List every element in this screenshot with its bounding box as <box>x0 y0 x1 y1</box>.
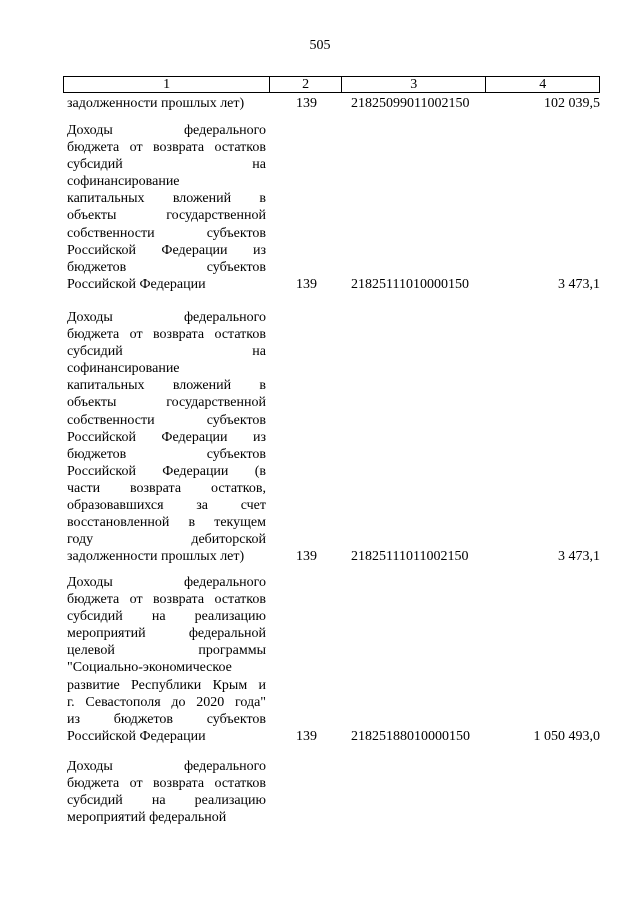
description-line: субсидий на реализацию <box>67 609 266 625</box>
header-col-2: 2 <box>270 77 342 92</box>
description-line: Российской Федерации <box>67 728 206 744</box>
budget-code: 21825188010000150 <box>351 728 470 744</box>
description-line: софинансирование <box>67 361 180 377</box>
description-line: Доходы федерального <box>67 310 266 325</box>
description-line: собственности субъектов <box>67 225 266 241</box>
budget-code: 21825099011002150 <box>351 96 470 111</box>
description-line: объекты государственной <box>67 395 266 411</box>
description-line: г. Севастополя до 2020 года" <box>67 694 266 710</box>
admin-code: 139 <box>296 728 317 744</box>
description-line: Российской Федерации <box>67 276 206 292</box>
admin-code: 139 <box>296 549 317 565</box>
description-line: Доходы федерального <box>67 123 266 138</box>
description-line: восстановленной в текущем <box>67 515 266 531</box>
description-line: капитальных вложений в <box>67 378 266 394</box>
row-description <box>67 95 266 112</box>
row-description <box>67 122 266 293</box>
description-line: мероприятий федеральной <box>67 626 266 642</box>
description-line: целевой программы <box>67 643 266 659</box>
admin-code: 139 <box>296 276 317 292</box>
description-line: задолженности прошлых лет) <box>67 96 245 111</box>
header-col-4: 4 <box>539 77 547 92</box>
description-line: собственности субъектов <box>67 412 266 428</box>
description-line: Доходы федерального <box>67 575 266 590</box>
description-line: бюджетов субъектов <box>67 259 266 275</box>
header-col-3: 3 <box>342 77 486 92</box>
description-line: Российской Федерации из <box>67 242 266 258</box>
description-line: бюджета от возврата остатков <box>67 327 266 343</box>
admin-code: 139 <box>296 96 317 111</box>
amount-value: 3 473,1 <box>558 276 600 292</box>
description-line: из бюджетов субъектов <box>67 711 266 727</box>
description-line: мероприятий федеральной <box>67 810 227 826</box>
amount-value: 3 473,1 <box>558 549 600 565</box>
description-line: развитие Республики Крым и <box>67 677 266 693</box>
description-line: субсидий на реализацию <box>67 793 266 809</box>
row-description <box>67 309 266 565</box>
description-line: бюджетов субъектов <box>67 446 266 462</box>
table-header <box>63 76 600 93</box>
amount-value: 1 050 493,0 <box>533 728 600 744</box>
description-line: Российской Федерации (в <box>67 463 266 479</box>
description-line: субсидий на <box>67 344 266 360</box>
page-number: 505 <box>309 38 331 53</box>
description-line: Доходы федерального <box>67 759 266 774</box>
description-line: объекты государственной <box>67 208 266 224</box>
description-line: бюджета от возврата остатков <box>67 592 266 608</box>
description-line: задолженности прошлых лет) <box>67 549 245 565</box>
amount-value: 102 039,5 <box>544 96 600 111</box>
description-line: образовавшихся за счет <box>67 498 266 514</box>
description-line: бюджета от возврата остатков <box>67 776 266 792</box>
description-line: капитальных вложений в <box>67 191 266 207</box>
description-line: "Социально-экономическое <box>67 660 232 676</box>
description-line: Российской Федерации из <box>67 429 266 445</box>
description-line: софинансирование <box>67 174 180 190</box>
description-line: части возврата остатков, <box>67 480 266 496</box>
description-line: году дебиторской <box>67 532 266 548</box>
description-line: субсидий на <box>67 157 266 173</box>
budget-code: 21825111010000150 <box>351 276 469 292</box>
description-line: бюджета от возврата остатков <box>67 140 266 156</box>
header-col-1: 1 <box>64 77 270 92</box>
budget-code: 21825111011002150 <box>351 549 469 565</box>
row-description <box>67 574 266 745</box>
row-description <box>67 758 266 826</box>
